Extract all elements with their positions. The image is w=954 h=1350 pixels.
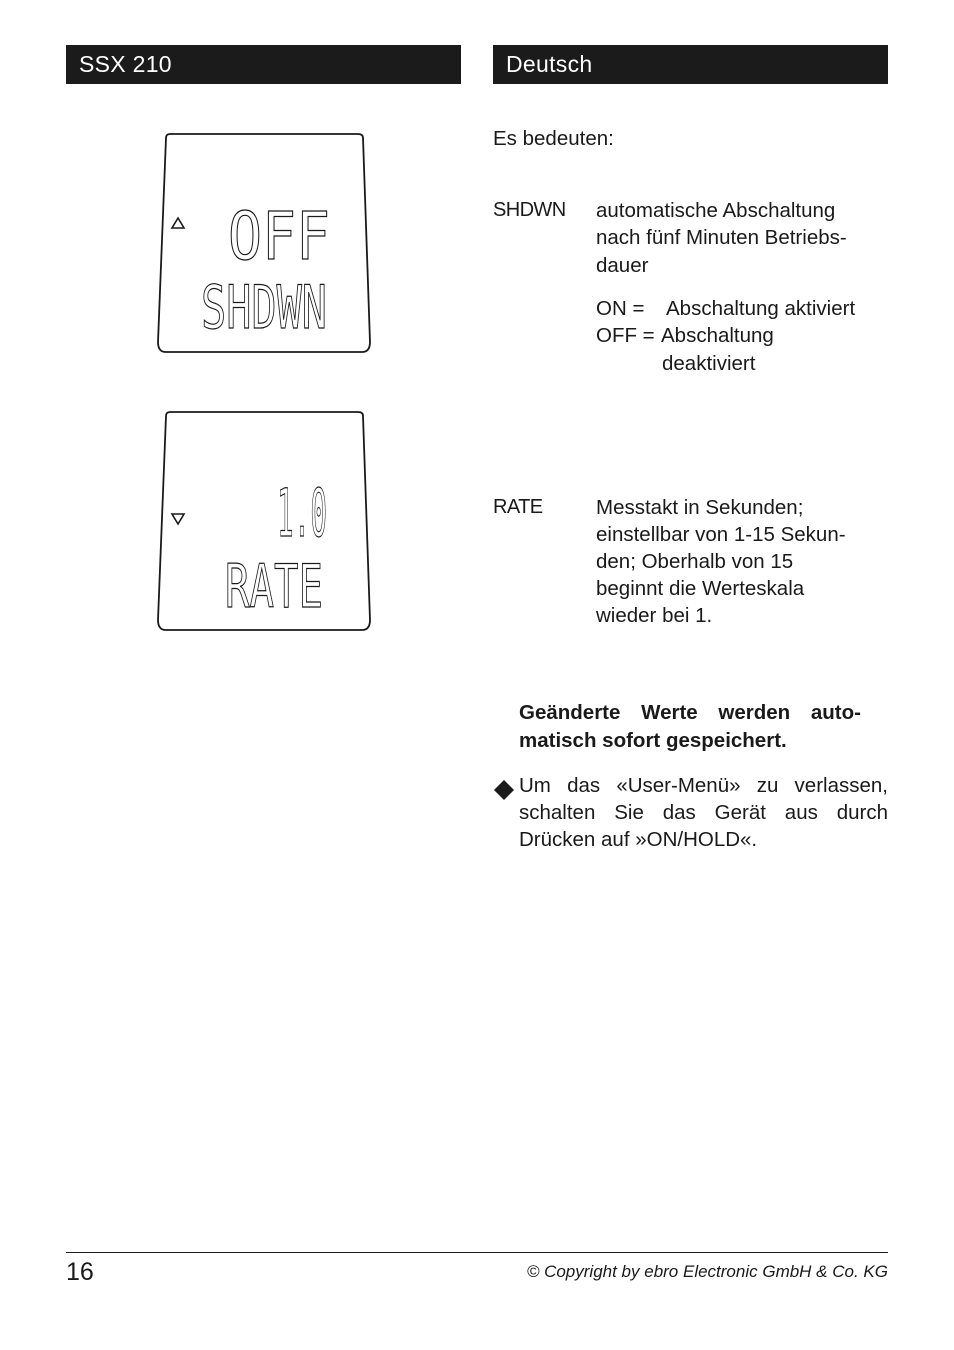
shdwn-off-text-1: Abschaltung	[661, 324, 774, 347]
lcd-display-rate	[156, 410, 372, 634]
shdwn-on-text: Abschaltung aktiviert	[666, 297, 856, 320]
lcd-value: 1.0	[277, 475, 327, 552]
rate-desc-line-5: wieder bei 1.	[596, 604, 713, 627]
header-language: Deutsch	[493, 45, 888, 84]
lcd-display-shutdown	[156, 132, 372, 356]
lcd-label: RATE	[225, 552, 323, 622]
rate-desc-line-2: einstellbar von 1-15 Sekun-	[596, 523, 846, 546]
exit-instruction-text: Um das «User-Menü» zu verlassen, schalten Sie das Gerät aus durch Drücken auf »ON/HOLD«.	[519, 774, 888, 851]
shdwn-desc-line-1: automatische Abschaltung	[596, 199, 836, 222]
diamond-bullet-icon	[493, 779, 515, 801]
shdwn-desc-line-3: dauer	[596, 254, 649, 277]
header-model: SSX 210	[66, 45, 461, 84]
footer-divider	[66, 1252, 888, 1253]
term-shdwn: SHDWN	[493, 199, 566, 221]
lcd-label: SHDWN	[201, 273, 327, 343]
shdwn-off-text-2: deaktiviert	[662, 352, 756, 375]
rate-desc-line-1: Messtakt in Sekunden;	[596, 496, 804, 519]
shdwn-off-key: OFF =	[596, 324, 655, 347]
autosave-note: Geänderte Werte werden auto-matisch sofort gespeichert.	[519, 701, 861, 752]
shdwn-on-key: ON =	[596, 297, 645, 320]
shdwn-desc-line-2: nach fünf Minuten Betriebs-	[596, 226, 847, 249]
term-rate: RATE	[493, 496, 543, 518]
page-number: 16	[66, 1258, 94, 1286]
copyright-notice: © Copyright by ebro Electronic GmbH & Co. KG	[526, 1262, 888, 1281]
rate-desc-line-3: den; Oberhalb von 15	[596, 550, 794, 573]
rate-desc-line-4: beginnt die Werteskala	[596, 577, 805, 600]
intro-text: Es bedeuten:	[493, 127, 614, 150]
lcd-value: OFF	[228, 198, 330, 275]
